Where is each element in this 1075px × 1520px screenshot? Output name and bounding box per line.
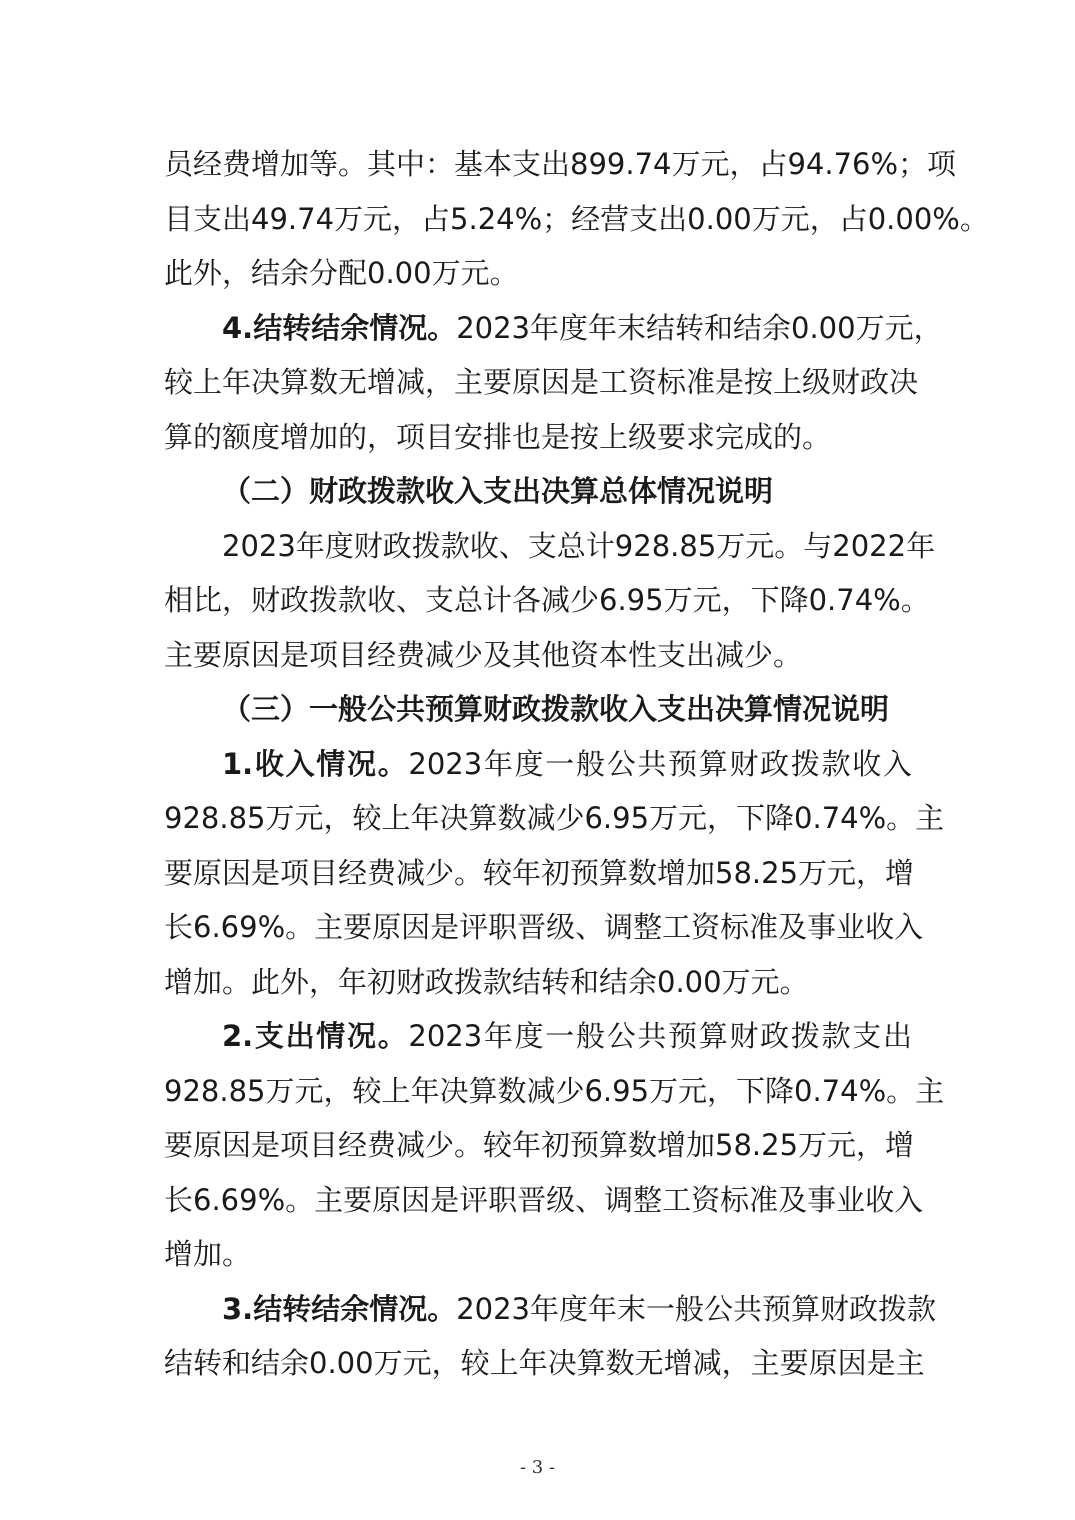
- page-number: - 3 -: [519, 1457, 556, 1478]
- body-line: 要原因是项目经费减少。较年初预算数增加58.25万元，增: [164, 1128, 915, 1162]
- body-line: 2023年度财政拨款收、支总计928.85万元。与2022年: [222, 529, 936, 563]
- body-line: 长6.69%。主要原因是评职晋级、调整工资标准及事业收入: [164, 1183, 924, 1217]
- item-title: 3.结转结余情况。: [222, 1292, 457, 1326]
- body-line: 相比，财政拨款收、支总计各减少6.95万元，下降0.74%。: [164, 583, 930, 617]
- body-line: 928.85万元，较上年决算数减少6.95万元，下降0.74%。主: [164, 801, 945, 835]
- body-line: 目支出49.74万元，占5.24%；经营支出0.00万元，占0.00%。: [164, 202, 989, 236]
- section-item-expense: 2.支出情况。2023年度一般公共预算财政拨款支出: [222, 1019, 912, 1053]
- section-heading-2: （二）财政拨款收入支出决算总体情况说明: [222, 474, 774, 508]
- body-line: 928.85万元，较上年决算数减少6.95万元，下降0.74%。主: [164, 1074, 945, 1108]
- item-title: 1.收入情况。: [222, 747, 409, 781]
- body-line: 员经费增加等。其中：基本支出899.74万元，占94.76%；项: [164, 147, 957, 181]
- item-title: 4.结转结余情况。: [222, 311, 457, 345]
- section-item-income: 1.收入情况。2023年度一般公共预算财政拨款收入: [222, 747, 912, 781]
- section-item-carryover: 4.结转结余情况。2023年度年末结转和结余0.00万元，: [222, 311, 943, 345]
- body-line: 增加。此外，年初财政拨款结转和结余0.00万元。: [164, 965, 809, 999]
- body-line: 要原因是项目经费减少。较年初预算数增加58.25万元，增: [164, 856, 915, 890]
- section-item-carryover-2: 3.结转结余情况。2023年度年末一般公共预算财政拨款: [222, 1292, 937, 1326]
- item-title: 2.支出情况。: [222, 1019, 409, 1053]
- body-line: 算的额度增加的，项目安排也是按上级要求完成的。: [164, 420, 832, 454]
- body-line: 主要原因是项目经费减少及其他资本性支出减少。: [164, 638, 803, 672]
- section-heading-3: （三）一般公共预算财政拨款收入支出决算情况说明: [222, 692, 890, 726]
- body-line: 增加。: [164, 1237, 252, 1271]
- body-line: 长6.69%。主要原因是评职晋级、调整工资标准及事业收入: [164, 910, 924, 944]
- body-line: 结转和结余0.00万元，较上年决算数无增减，主要原因是主: [164, 1346, 925, 1380]
- body-line: 较上年决算数无增减，主要原因是工资标准是按上级财政决: [164, 365, 919, 399]
- body-line: 此外，结余分配0.00万元。: [164, 256, 519, 290]
